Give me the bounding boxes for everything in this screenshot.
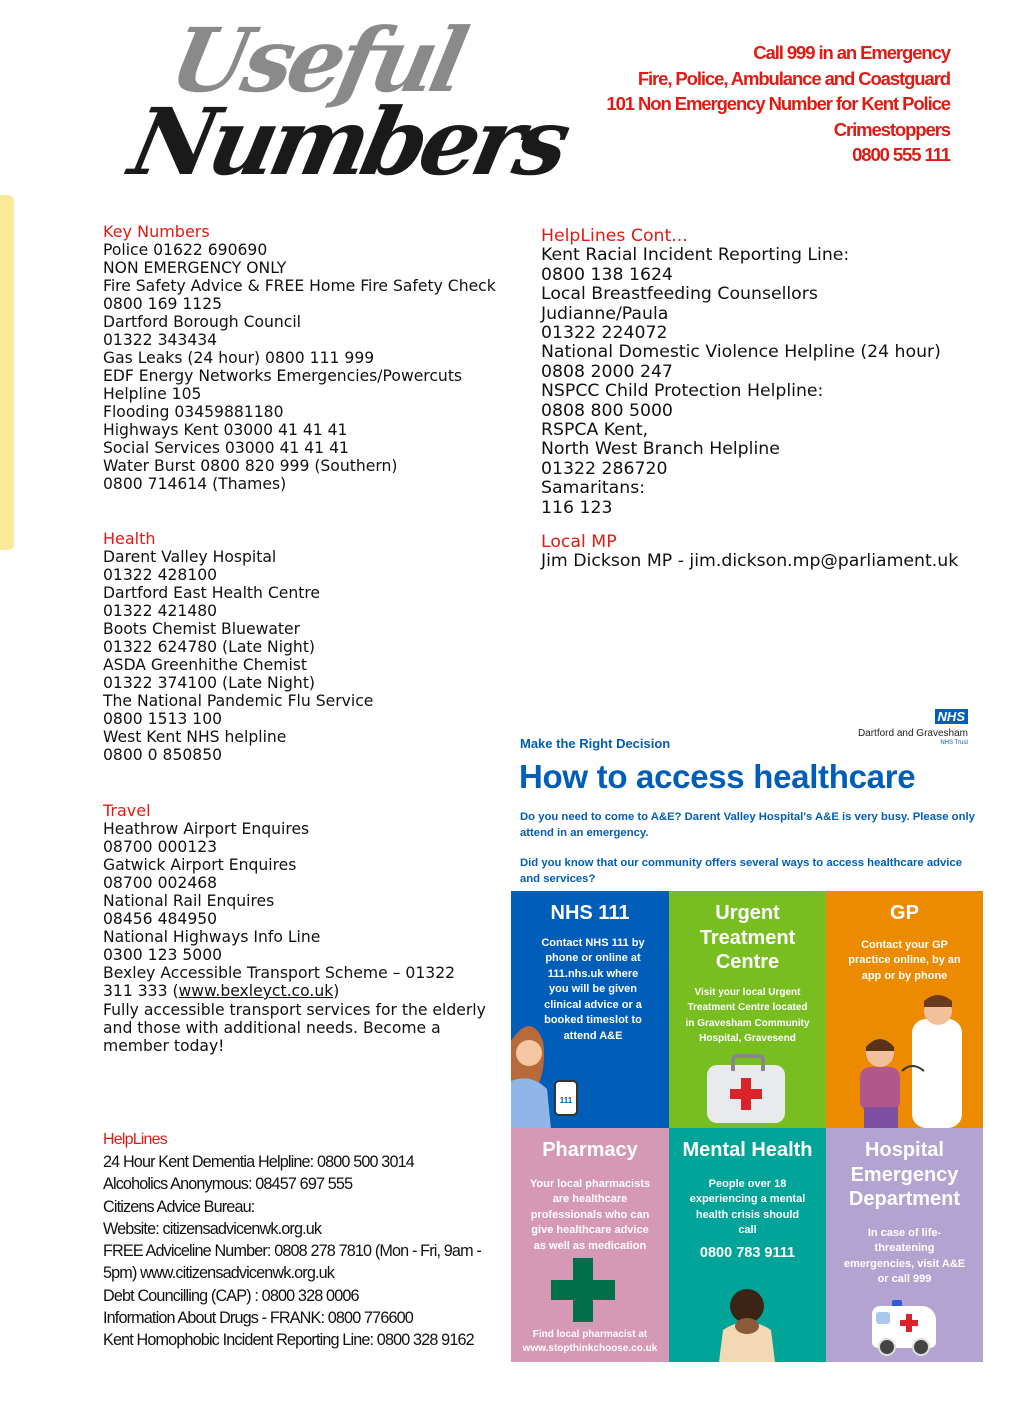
list-item: 01322 286720 [541,458,668,479]
list-item: 0800 0 850850 [103,746,223,764]
section-heading: Key Numbers [103,222,210,241]
list-item: Local Breastfeeding Counsellors [541,284,818,305]
trust-subtitle: NHS Trust [940,740,968,746]
bexley-transport-item [103,964,488,1000]
healthcare-poster [510,700,984,1364]
useful-numbers-logo [121,8,574,200]
key-numbers-section [103,223,496,493]
list-item: 24 Hour Kent Dementia Helpline: 0800 500 3014 [103,1153,414,1171]
list-item: West Kent NHS helpline [103,728,287,746]
list-item: 01322 624780 (Late Night) [103,638,316,656]
list-item: Judianne/Paula [541,303,669,324]
distressed-person-icon [713,1286,783,1362]
list-item: Kent Homophobic Incident Reporting Line: 0800 328 9162 [103,1331,474,1350]
mental-health-card [669,1128,826,1362]
ambulance-window [876,1312,890,1324]
bexley-link[interactable]: www.bexleyct.co.uk [178,982,334,1000]
list-item: 01322 421480 [103,602,218,620]
poster-intro: Did you know that our community offers several ways to access healthcare advice and services? [520,857,962,885]
list-item: 08456 484950 [103,910,218,928]
list-item: 0800 1513 100 [103,710,223,728]
list-item: Citizens Advice Bureau: [103,1197,255,1216]
list-item: Kent Racial Incident Reporting Line: [541,245,850,266]
list-item: Dartford Borough Council [103,313,302,331]
card-description: Your local pharmacists are healthcare professionals who can give healthcare advice as well as medication [529,1177,651,1252]
poster-kicker: Make the Right Decision [520,736,671,751]
list-item: NON EMERGENCY ONLY [103,259,287,277]
list-item: Helpline 105 [103,385,202,403]
helplines-cont-section [541,227,941,518]
section-heading: HelpLines Cont... [541,226,688,246]
nhs111-card [511,891,669,1128]
list-item: EDF Energy Networks Emergencies/Powercuts [103,367,463,385]
card-description: Contact your GP practice online, by an app or by phone [848,938,961,982]
card-title: Mental Health [682,1139,813,1161]
list-item: Social Services 03000 41 41 41 [103,439,349,457]
list-item: Flooding 03459881180 [103,403,284,421]
list-item: 0800 138 1624 [541,264,673,285]
list-item: Samaritans: [541,478,646,499]
card-description: Visit your local Urgent Treatment Centre located in Gravesham Community Hospital, Gravesend [685,986,810,1044]
emergency-numbers [606,40,950,168]
logo-word-useful: Useful [161,8,472,112]
section-heading: HelpLines [103,1131,167,1148]
list-item: 08700 000123 [103,838,218,856]
local-mp-section [541,533,958,572]
cross-shape [730,1089,762,1099]
travel-section [103,802,488,1055]
section-heading: Travel [103,801,151,820]
list-item: 0800 714614 (Thames) [103,475,287,493]
wheel [912,1338,930,1356]
urgent-treatment-centre-card [669,891,826,1128]
list-item: Highways Kent 03000 41 41 41 [103,421,348,439]
list-item: 5pm) www.citizensadvicenwk.org.uk [103,1264,335,1283]
list-item: Dartford East Health Centre [103,584,321,602]
hospital-emergency-card [826,1128,983,1362]
list-item: National Domestic Violence Helpline (24 hour) [541,342,941,363]
list-item: ASDA Greenhithe Chemist [103,656,308,674]
list-item: North West Branch Helpline [541,439,780,460]
list-item: Fire Safety Advice & FREE Home Fire Safety Check [103,277,496,295]
list-item: 0300 123 5000 [103,946,223,964]
list-item: Gas Leaks (24 hour) 0800 111 999 [103,349,375,367]
section-heading: Local MP [541,532,617,552]
list-item: National Highways Info Line [103,928,321,946]
pharmacy-cross-icon [551,1258,615,1322]
crisis-phone-number: 0800 783 9111 [699,1244,796,1261]
first-aid-kit-icon [707,1065,785,1123]
card-title: GP [890,902,919,924]
person-with-phone-icon [511,1011,591,1128]
nhs-badge: NHS [935,709,968,724]
card-title: Urgent Treatment Centre [699,902,796,973]
poster-title: How to access healthcare [519,758,916,795]
list-item: 08700 002468 [103,874,218,892]
doctor-with-child-icon [842,991,982,1128]
list-item: 01322 343434 [103,331,218,349]
emergency-line: 0800 555 111 [852,144,950,165]
bexley-description: Fully accessible transport services for the elderly and those with additional needs. Become a member today! [103,1001,486,1055]
emergency-line: Fire, Police, Ambulance and Coastguard [637,67,950,89]
bexley-text-end: ) [333,982,340,1000]
emergency-line: Call 999 in an Emergency [753,42,950,63]
card-description: People over 18 experiencing a mental health crisis should call [689,1177,806,1237]
ambulance-light [892,1300,902,1306]
phone-text: 111 [559,1096,573,1105]
pharmacy-card [511,1128,669,1362]
list-item: Website: citizensadvicenwk.org.uk [103,1219,322,1238]
list-item: Alcoholics Anonymous: 08457 697 555 [103,1175,353,1194]
emergency-line: Crimestoppers [833,118,950,140]
list-item: 01322 428100 [103,566,218,584]
section-heading: Health [103,529,156,548]
cross-shape [900,1320,918,1326]
card-title: Pharmacy [542,1139,638,1161]
emergency-line: 101 Non Emergency Number for Kent Police [606,93,950,114]
list-item: 0808 2000 247 [541,361,673,382]
card-footer: Find local pharmacist at www.stopthinkchoose.co.uk [522,1329,658,1354]
nhs-trust-logo [858,708,968,747]
list-item: Police 01622 690690 [103,241,268,259]
card-description: Contact NHS 111 by phone or online at 111.nhs.uk where you will be given clinical advice or a booked timeslot to attend A&E [541,936,645,1043]
list-item: NSPCC Child Protection Helpline: [541,381,824,402]
mp-contact: Jim Dickson MP - jim.dickson.mp@parliament.uk [541,551,959,572]
list-item: 01322 374100 (Late Night) [103,674,316,692]
wheel [878,1338,896,1356]
yellow-highlight-strip [0,195,14,550]
list-item: Darent Valley Hospital [103,548,277,566]
list-item: 01322 224072 [541,323,668,344]
list-item: FREE Adviceline Number: 0808 278 7810 (Mon - Fri, 9am - [103,1242,481,1261]
logo-word-numbers: Numbers [121,88,574,196]
helplines-section [103,1129,481,1352]
list-item: 0808 800 5000 [541,400,673,421]
list-item: Debt Councilling (CAP) : 0800 328 0006 [103,1286,359,1305]
bexley-text: Bexley Accessible Transport Scheme – 01322 311 333 ( [103,964,456,1000]
card-title: NHS 111 [550,902,630,924]
list-item: The National Pandemic Flu Service [103,692,374,710]
poster-intro: Do you need to come to A&E? Darent Valley Hospital's A&E is very busy. Please only attend in an emergency. [520,811,975,839]
list-item: RSPCA Kent, [541,420,649,441]
gp-card [826,891,983,1128]
list-item: Water Burst 0800 820 999 (Southern) [103,457,398,475]
card-description: In case of life-threatening emergencies, visit A&E or call 999 [843,1226,966,1286]
health-section [103,530,373,764]
card-title: Hospital Emergency Department [848,1139,961,1210]
list-item: Gatwick Airport Enquires [103,856,297,874]
service-grid [511,891,983,1362]
list-item: Heathrow Airport Enquires [103,820,310,838]
list-item: Boots Chemist Bluewater [103,620,300,638]
trust-name: Dartford and Gravesham [857,728,968,739]
cross-shape [551,1280,615,1300]
list-item: National Rail Enquires [103,892,275,910]
list-item: 116 123 [541,497,613,518]
list-item: 0800 169 1125 [103,295,223,313]
list-item: Information About Drugs - FRANK: 0800 776600 [103,1309,413,1328]
ambulance-icon [872,1306,936,1348]
